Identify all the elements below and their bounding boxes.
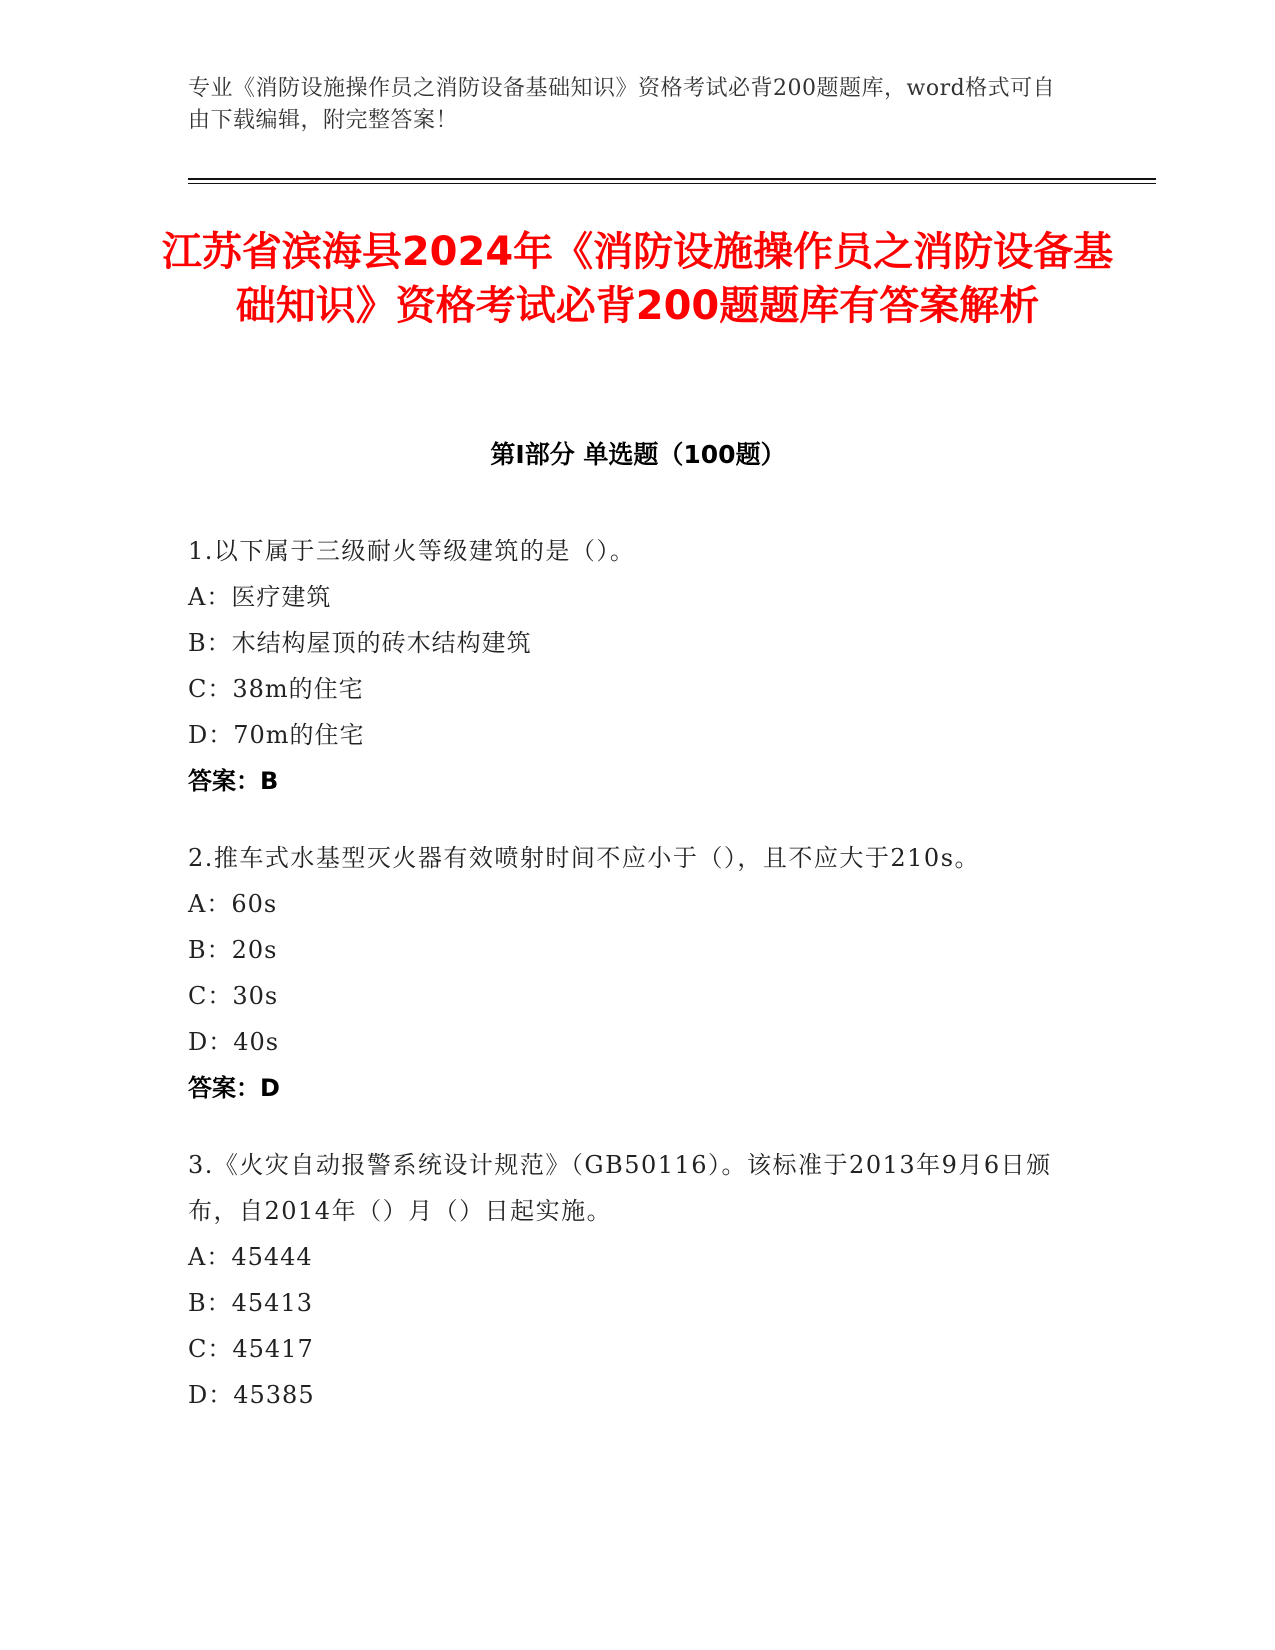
option-a: A：60s: [188, 890, 278, 918]
document-title: 江苏省滨海县2024年《消防设施操作员之消防设备基础知识》资格考试必背200题题库有答案解析: [161, 229, 1114, 329]
option-d: D：45385: [188, 1381, 315, 1409]
question-3: [188, 1142, 1068, 1418]
header-note: 专业《消防设施操作员之消防设备基础知识》资格考试必背200题题库，word格式可自由下载编辑，附完整答案！: [188, 76, 1056, 133]
option-d: D：40s: [188, 1028, 280, 1056]
option-a: A：45444: [188, 1243, 313, 1271]
option-b: B：20s: [188, 936, 278, 964]
answer-line: 答案：B: [188, 767, 279, 795]
question-stem: 2.推车式水基型灭火器有效喷射时间不应小于（），且不应大于210s。: [188, 844, 981, 872]
option-c: C：45417: [188, 1335, 314, 1363]
option-b: B：木结构屋顶的砖木结构建筑: [188, 629, 532, 657]
option-b: B：45413: [188, 1289, 313, 1317]
option-c: C：30s: [188, 982, 279, 1010]
question-stem: 3.《火灾自动报警系统设计规范》（GB50116）。该标准于2013年9月6日颁布，自2014年（）月（）日起实施。: [188, 1151, 1052, 1225]
question-stem: 1.以下属于三级耐火等级建筑的是（）。: [188, 537, 636, 565]
option-a: A：医疗建筑: [188, 583, 332, 611]
question-2: [188, 835, 1068, 1111]
question-list: [188, 528, 1068, 1449]
answer-line: 答案：D: [188, 1074, 280, 1102]
question-1: [188, 528, 1068, 804]
option-c: C：38m的住宅: [188, 675, 364, 703]
option-d: D：70m的住宅: [188, 721, 365, 749]
section-title: 第Ⅰ部分 单选题（100题）: [490, 440, 786, 469]
header-rule-thin: [188, 183, 1156, 184]
header-rule-thick: [188, 178, 1156, 180]
